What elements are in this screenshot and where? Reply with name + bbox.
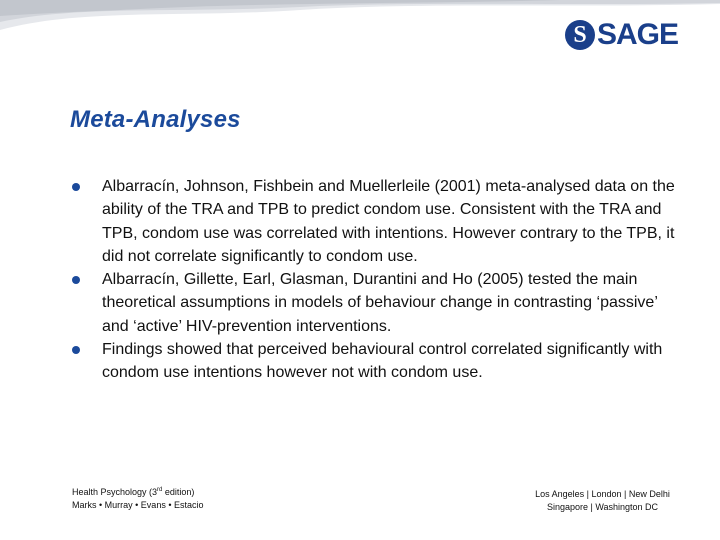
sage-logo-icon: S xyxy=(565,20,595,50)
bullet-item xyxy=(72,338,684,385)
slide-title: Meta-Analyses xyxy=(70,106,241,133)
book-title-suffix: edition) xyxy=(162,487,195,497)
bullet-text: Albarracín, Johnson, Fishbein and Muellerleile (2001) meta-analysed data on the ability of the TRA and TPB to predict condom use. Consistent with the TRA and TPB, condom use was correlated with intentions. However contrary to the TPB, it did not correlate significantly to condom use. xyxy=(102,178,675,265)
bullet-dot-icon xyxy=(72,346,80,354)
bullet-dot-icon xyxy=(72,276,80,284)
footer-authors: Marks • Murray • Evans • Estacio xyxy=(72,500,204,510)
bullet-item xyxy=(72,175,684,268)
bullet-text: Albarracín, Gillette, Earl, Glasman, Durantini and Ho (2005) tested the main theoretical assumptions in models of behaviour change in contrasting ‘passive’ and ‘active’ HIV-prevention interventions. xyxy=(102,271,658,335)
footer-locations-line2: Singapore | Washington DC xyxy=(546,502,659,512)
footer-book-title xyxy=(72,484,203,499)
bullet-text: Findings showed that perceived behavioural control correlated significantly with condom use intentions however not with condom use. xyxy=(102,341,663,382)
sage-logo-text: SAGE xyxy=(597,18,679,51)
bullet-list xyxy=(72,175,684,385)
book-title-prefix: Health Psychology (3 xyxy=(72,487,158,497)
footer-book-info xyxy=(72,484,203,512)
bullet-item xyxy=(72,268,684,338)
bullet-dot-icon xyxy=(72,183,80,191)
sage-logo xyxy=(565,18,678,52)
book-edition-superscript: rd xyxy=(157,487,163,493)
footer-locations-line1: Los Angeles | London | New Delhi xyxy=(535,489,670,499)
footer-locations xyxy=(500,488,705,514)
